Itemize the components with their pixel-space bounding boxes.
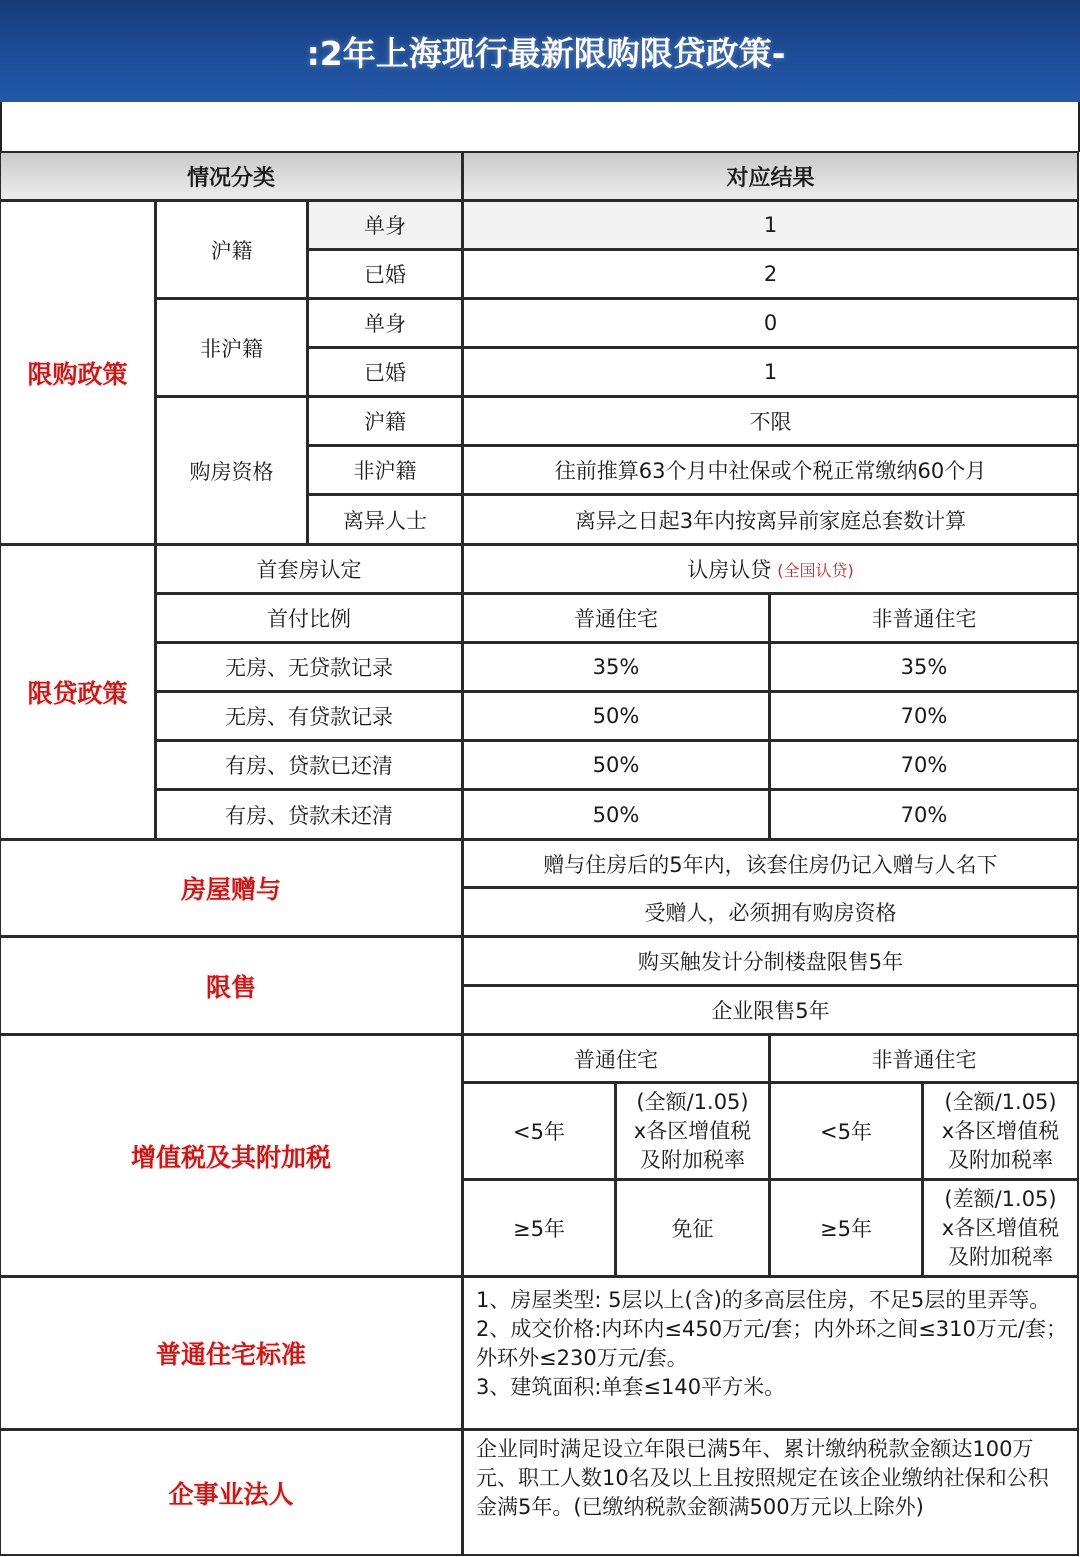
row-label: 非沪籍 [307,445,463,495]
header-situation: 情况分类 [0,151,463,201]
standard-line: 1、房屋类型: 5层以上(含)的多高层住房，不足5层的里弄等。 [476,1288,1051,1312]
category-sale-restriction: 限售 [0,936,463,1035]
gift-item: 受赠人，必须拥有购房资格 [462,887,1079,937]
standard-line: 3、建筑面积:单套≤140平方米。 [476,1375,786,1399]
first-home-note: (全国认贷) [777,560,854,580]
row-label: 已婚 [307,249,463,299]
down-payment-ordinary: 50% [462,740,770,790]
row-value: 0 [462,298,1079,348]
vat-rule-line: x各区增值税 [633,1118,752,1143]
header-result: 对应结果 [462,151,1079,201]
sale-restriction-item: 购买触发计分制楼盘限售5年 [462,936,1079,986]
row-value: 1 [462,347,1079,397]
category-ordinary-standard: 普通住宅标准 [0,1276,463,1430]
vat-rule [922,1082,1079,1180]
ordinary-standard-text [462,1276,1079,1430]
column-ordinary: 普通住宅 [462,593,770,643]
vat-rule-line: (全额/1.05) [944,1089,1057,1114]
vat-column-non-ordinary: 非普通住宅 [769,1034,1079,1083]
vat-rule: 免征 [615,1179,770,1277]
sale-restriction-item: 企业限售5年 [462,985,1079,1035]
row-value: 不限 [462,396,1079,446]
down-payment-row-label: 无房、无贷款记录 [155,642,463,692]
down-payment-non-ordinary: 70% [769,789,1079,840]
row-label: 单身 [307,200,463,250]
category-purchase-restriction: 限购政策 [0,200,156,545]
vat-term: <5年 [462,1082,616,1180]
row-value: 1 [462,200,1079,250]
vat-column-ordinary: 普通住宅 [462,1034,770,1083]
group-purchase-eligibility: 购房资格 [155,396,308,545]
down-payment-row-label: 有房、贷款已还清 [155,740,463,790]
row-value: 2 [462,249,1079,299]
down-payment-ordinary: 50% [462,789,770,840]
vat-rule-line: (差额/1.05) [944,1186,1057,1211]
row-label: 沪籍 [307,396,463,446]
category-vat: 增值税及其附加税 [0,1034,463,1277]
vat-rule-line: 及附加税率 [640,1147,745,1172]
enterprise-paragraph: 企业同时满足设立年限已满5年、累计缴纳税款金额达100万元、职工人数10名及以上且按照规定在该企业缴纳社保和公积金满5年。(已缴纳税款金额满500万元以上除外) [476,1437,1049,1519]
spacer [0,102,1080,152]
vat-term: ≥5年 [462,1179,616,1277]
vat-rule [922,1179,1079,1277]
vat-rule [615,1082,770,1180]
down-payment-row-label: 无房、有贷款记录 [155,691,463,741]
column-non-ordinary: 非普通住宅 [769,593,1079,643]
first-home-text: 认房认贷 [687,558,772,582]
vat-term: ≥5年 [769,1179,923,1277]
vat-term: <5年 [769,1082,923,1180]
standard-line: 2、成交价格:内环内≤450万元/套；内外环之间≤310万元/套；外环外≤230万元/套。 [476,1317,1067,1370]
down-payment-ordinary: 50% [462,691,770,741]
down-payment-non-ordinary: 70% [769,740,1079,790]
gift-item: 赠与住房后的5年内，该套住房仍记入赠与人名下 [462,839,1079,888]
vat-rule-line: x各区增值税 [941,1118,1060,1143]
enterprise-text [462,1429,1079,1556]
down-payment-ordinary: 35% [462,642,770,692]
row-label: 单身 [307,298,463,348]
row-value: 往前推算63个月中社保或个税正常缴纳60个月 [462,445,1079,495]
row-label: 已婚 [307,347,463,397]
category-gift: 房屋赠与 [0,839,463,937]
vat-rule-line: (全额/1.05) [636,1089,749,1114]
down-payment-non-ordinary: 70% [769,691,1079,741]
group-shanghai-hukou: 沪籍 [155,200,308,299]
vat-rule-line: 及附加税率 [948,1244,1053,1269]
first-home-value [462,544,1079,594]
vat-rule-line: 及附加税率 [948,1147,1053,1172]
title-banner [0,0,1080,102]
down-payment-non-ordinary: 35% [769,642,1079,692]
down-payment-row-label: 有房、贷款未还清 [155,789,463,840]
vat-rule-line: x各区增值税 [941,1215,1060,1240]
row-value: 离异之日起3年内按离异前家庭总套数计算 [462,494,1079,545]
page-title: :2年上海现行最新限购限贷政策- [306,33,786,73]
row-label: 离异人士 [307,494,463,545]
group-non-shanghai-hukou: 非沪籍 [155,298,308,397]
category-enterprise: 企事业法人 [0,1429,463,1556]
category-loan-restriction: 限贷政策 [0,544,156,840]
down-payment-label: 首付比例 [155,593,463,643]
first-home-label: 首套房认定 [155,544,463,594]
